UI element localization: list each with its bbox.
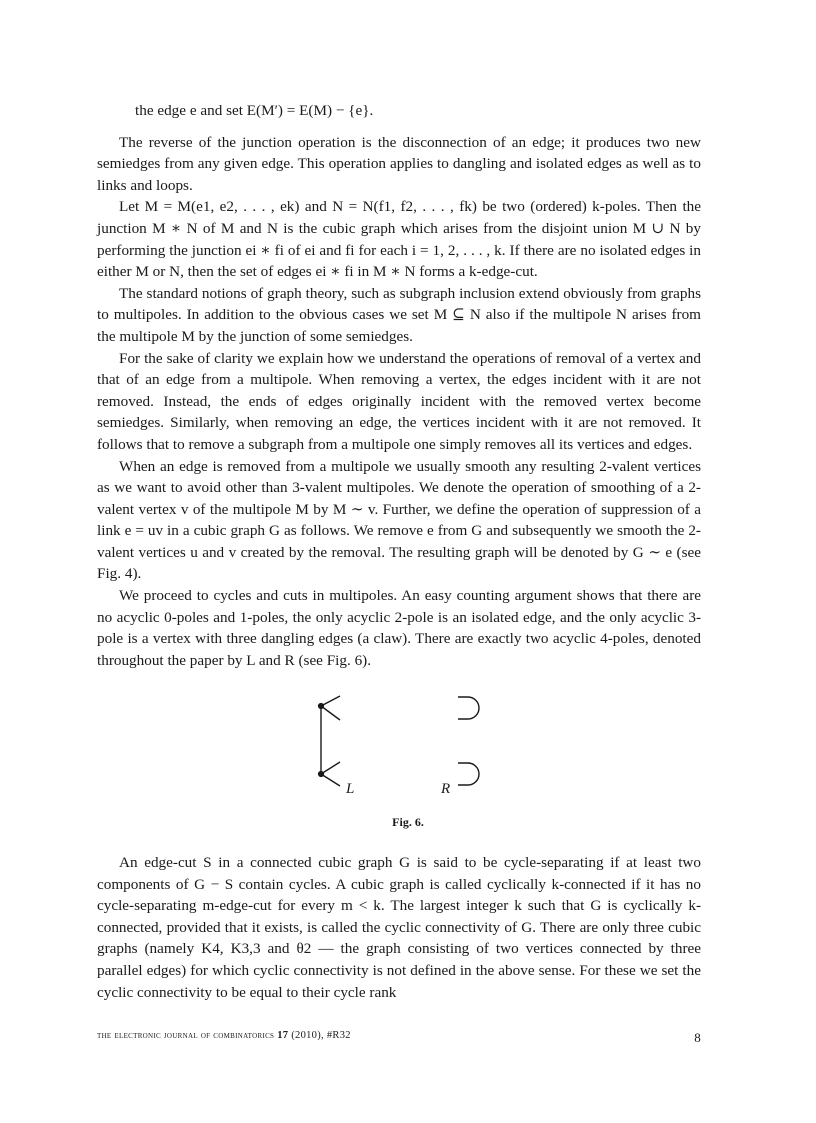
- paragraph-smoothing: When an edge is removed from a multipole we usually smooth any resulting 2-valent vertices as we want to avoid other than 3-valent multipoles. We denote the operation of smoothing of a 2-valent vertex v of the multipole M by M ∼ v. Further, we define the operation of suppression of a link e = uv in a cubic graph G as follows. We remove e from G and subsequently we smooth the 2-valent vertices u and v created by the removal. The resulting graph will be denoted by G ∼ e (see Fig. 4).: [97, 457, 701, 583]
- paragraph-continuation: the edge e and set E(M′) = E(M) − {e}.: [135, 102, 374, 119]
- pole-L-vertex-top: [319, 704, 324, 709]
- paragraph-subgraph-inclusion: The standard notions of graph theory, such as subgraph inclusion extend obviously from graphs to multipoles. In addition to the obvious cases we set M ⊆ N also if the multipole N arises from the multipole M by the junction of some semiedges.: [97, 284, 701, 345]
- figure-caption: Fig. 6.: [392, 815, 424, 829]
- pole-L-edge-bottom-lower: [321, 774, 340, 786]
- journal-volume: 17: [277, 1030, 289, 1041]
- paragraph-removal: For the sake of clarity we explain how we understand the operations of removal of a vertex and that of an edge from a multipole. When removing a vertex, the edges incident with it are not removed. Instead, the ends of edges originally incident with the removed vertex become semiedges. Similarly, when removing an edge, the vertices incident with it are not removed. It follows that to remove a subgraph from a multipole one simply removes all its vertices and edges.: [97, 349, 701, 453]
- journal-year-issue: (2010), #R32: [291, 1030, 351, 1041]
- pole-L-edge-bottom-upper: [321, 762, 340, 774]
- text-block-bottom: [97, 852, 701, 1003]
- paragraph-cycles-and-cuts: We proceed to cycles and cuts in multipoles. An easy counting argument shows that there are no acyclic 0-poles and 1-poles, the only acyclic 2-pole is an isolated edge, and the only acyclic 3-pole is a vertex with three dangling edges (a claw). There are exactly two acyclic 4-poles, denoted throughout the paper by L and R (see Fig. 6).: [97, 587, 701, 669]
- pole-R-diagram: [458, 697, 479, 785]
- paragraph-cyclic-connectivity: An edge-cut S in a connected cubic graph G is said to be cycle-separating if at least two components of G − S contain cycles. A cubic graph is called cyclically k-connected if it has no cycle-separating m-edge-cut for every m < k. The largest integer k such that G is cyclically k-connected, provided that it exists, is called the cyclic connectivity of G. There are only three cubic graphs (namely K4, K3,3 and θ2 — the graph consisting of two vertices connected by three parallel edges) for which cyclic connectivity is not defined in the above sense. For these we set the cyclic connectivity to be equal to their cycle rank: [97, 854, 701, 1001]
- pole-L-edge-top-lower: [321, 706, 340, 720]
- pole-L-diagram: [319, 696, 340, 786]
- journal-citation: [97, 1030, 351, 1046]
- page-number: 8: [694, 1030, 701, 1045]
- pole-R-link-top: [458, 697, 479, 719]
- pole-L-vertex-bottom: [319, 772, 324, 777]
- journal-name: the electronic journal of combinatorics: [97, 1030, 275, 1041]
- paragraph-junction: Let M = M(e1, e2, . . . , ek) and N = N(f1, f2, . . . , fk) be two (ordered) k-poles. Then the junction M ∗ N of M and N is the cubic graph which arises from the disjoint union M ∪ N by performing the junction ei ∗ fi of ei and fi for each i = 1, 2, . . . , k. If there are no isolated edges in either M or N, then the set of edges ei ∗ fi in M ∗ N forms a k-edge-cut.: [97, 198, 701, 281]
- page-footer: [97, 1030, 701, 1046]
- text-block-top: [97, 100, 701, 671]
- paragraph-disconnection: The reverse of the junction operation is the disconnection of an edge; it produces two new semiedges from any given edge. This operation applies to dangling and isolated edges as well as to links and loops.: [97, 133, 701, 194]
- pole-R-link-bottom: [458, 763, 479, 785]
- pole-L-edge-top-upper: [321, 696, 340, 706]
- pole-L-label: L: [346, 781, 355, 797]
- figure-acyclic-4-poles: [300, 694, 500, 804]
- pole-R-label: R: [441, 781, 451, 797]
